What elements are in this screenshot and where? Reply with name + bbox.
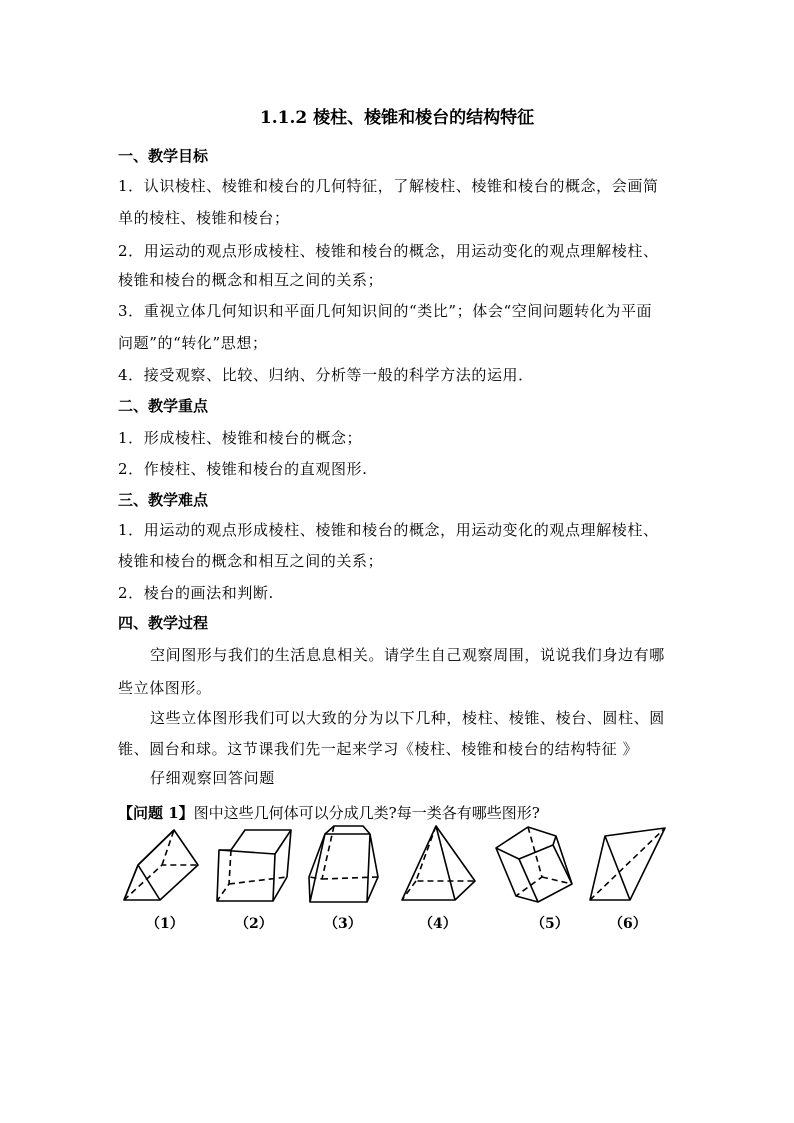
process-line: 仔细观察回答问题	[150, 769, 275, 787]
difficulty-line: 2．棱台的画法和判断.	[118, 584, 274, 602]
section-heading-process: 四、教学过程	[118, 614, 209, 632]
goal-line: 问题”的“转化”思想；	[118, 334, 268, 352]
solid-6-triangular-solid	[590, 828, 665, 900]
goal-line: 3．重视立体几何知识和平面几何知识间的“类比”；体会“空间问题转化为平面	[118, 302, 653, 320]
geometric-solids-figure	[110, 822, 680, 914]
solid-2-quadrilateral-prism	[217, 830, 291, 901]
solid-3-frustum	[309, 826, 378, 902]
figure-label-5: （5）	[531, 916, 569, 932]
process-line: 些立体图形。	[118, 679, 212, 697]
keypoint-line: 2．作棱柱、棱锥和棱台的直观图形.	[118, 460, 368, 478]
goal-line: 4．接受观察、比较、归纳、分析等一般的科学方法的运用．	[118, 366, 534, 384]
figure-label-4: （4）	[419, 916, 457, 932]
figure-label-3: （3）	[324, 916, 362, 932]
section-heading-difficulties: 三、教学难点	[118, 491, 209, 509]
question-1	[118, 802, 540, 823]
goal-line: 单的棱柱、棱锥和棱台；	[118, 209, 290, 227]
section-heading-goals: 一、教学目标	[118, 147, 209, 165]
figure-label-1: （1）	[146, 916, 184, 932]
goal-line: 棱锥和棱台的概念和相互之间的关系；	[118, 271, 384, 289]
process-line: 这些立体图形我们可以大致的分为以下几种，棱柱、棱锥、棱台、圆柱、圆	[150, 709, 665, 727]
figure-label-6: （6）	[609, 916, 647, 932]
page-title: 1.1.2 棱柱、棱锥和棱台的结构特征	[259, 108, 535, 128]
keypoint-line: 1．形成棱柱、棱锥和棱台的概念；	[118, 429, 363, 447]
goal-line: 1．认识棱柱、棱锥和棱台的几何特征，了解棱柱、棱锥和棱台的概念，会画简	[118, 177, 659, 195]
goal-line: 2．用运动的观点形成棱柱、棱锥和棱台的概念，用运动变化的观点理解棱柱、	[118, 242, 659, 260]
section-heading-keypoints: 二、教学重点	[118, 397, 209, 415]
question-text: 图中这些几何体可以分成几类?每一类各有哪些图形?	[193, 804, 540, 822]
figure-label-2: （2）	[235, 916, 273, 932]
process-line: 空间图形与我们的生活息息相关。请学生自己观察周围，说说我们身边有哪	[150, 646, 665, 664]
difficulty-line: 棱锥和棱台的概念和相互之间的关系；	[118, 552, 384, 570]
solid-4-pyramid	[402, 826, 475, 900]
difficulty-line: 1．用运动的观点形成棱柱、棱锥和棱台的概念，用运动变化的观点理解棱柱、	[118, 521, 659, 539]
question-label: 【问题 1】	[118, 804, 194, 822]
process-line: 锥、圆台和球。这节课我们先一起来学习《棱柱、棱锥和棱台的结构特征 》	[118, 740, 639, 758]
solid-1-triangular-prism	[124, 830, 198, 900]
solid-5-tilted-prism	[496, 827, 572, 902]
